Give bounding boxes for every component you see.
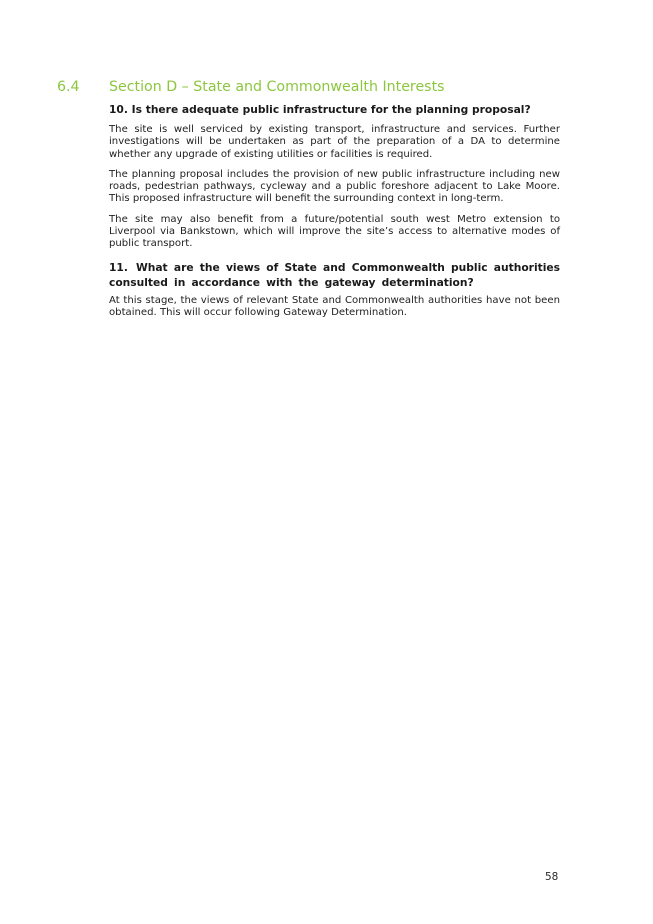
question-10-heading: 10. Is there adequate public infrastructure for the planning proposal? bbox=[109, 103, 531, 116]
question-11-text: What are the views of State and Commonwealth public authorities consulted in accordance with the gateway determination? bbox=[109, 260, 560, 289]
question-11-number: 11. bbox=[109, 260, 128, 274]
question-10-paragraph-1: The site is well serviced by existing transport, infrastructure and services. Further investigations will be undertaken as part of the preparation of a DA to determine whether any upgrade of existing utilities or facilities is required. bbox=[109, 124, 560, 160]
question-11-heading bbox=[109, 260, 560, 290]
page-number: 58 bbox=[545, 871, 559, 883]
question-10-paragraph-3: The site may also benefit from a future/potential south west Metro extension to Liverpool via Bankstown, which will improve the site’s access to alternative modes of public transport. bbox=[109, 213, 560, 250]
section-heading bbox=[57, 79, 617, 99]
question-11-paragraph-1: At this stage, the views of relevant State and Commonwealth authorities have not been obtained. This will occur following Gateway Determination. bbox=[109, 294, 560, 318]
section-number: 6.4 bbox=[57, 79, 80, 95]
document-body bbox=[109, 102, 560, 327]
question-10-paragraph-2: The planning proposal includes the provision of new public infrastructure including new roads, pedestrian pathways, cycleway and a public foreshore adjacent to Lake Moore. This proposed infrastructure will benefit the surrounding context in long-term. bbox=[109, 168, 560, 205]
section-title: Section D – State and Commonwealth Interests bbox=[109, 79, 445, 95]
